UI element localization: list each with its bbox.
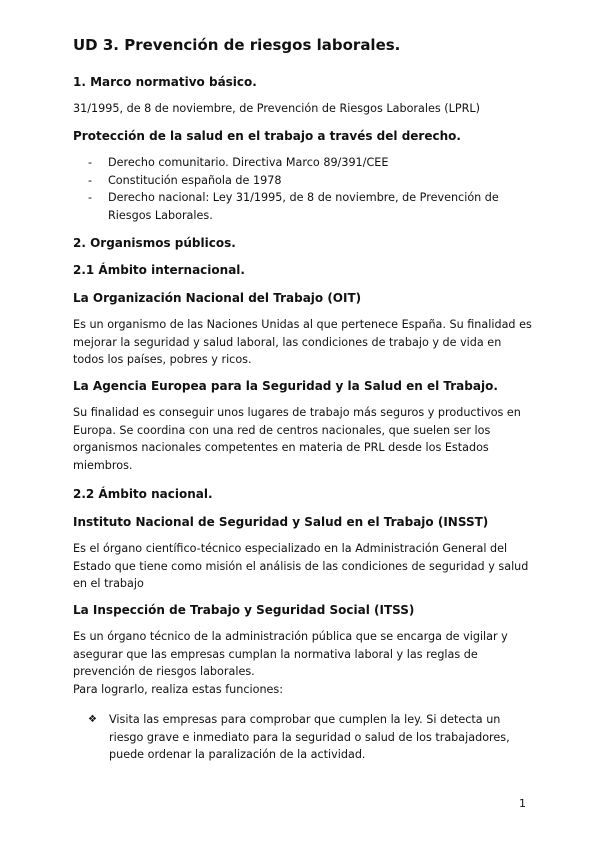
functions-list	[88, 711, 528, 764]
diamond-bullet-icon: ❖	[88, 714, 97, 725]
protection-heading: Protección de la salud en el trabajo a través del derecho.	[73, 129, 461, 143]
insst-heading: Instituto Nacional de Seguridad y Salud en el Trabajo (INSST)	[73, 515, 489, 529]
section-2-heading: 2. Organismos públicos.	[73, 236, 236, 250]
dash-marker: -	[88, 156, 93, 169]
dash-marker: -	[88, 191, 93, 205]
international-heading: 2.1 Ámbito internacional.	[73, 263, 245, 277]
section-1-heading: 1. Marco normativo básico.	[73, 75, 257, 89]
list-item: - Derecho nacional: Ley 31/1995, de 8 de noviembre, de Prevención de Riesgos Laborales.	[88, 191, 499, 222]
law-reference: 31/1995, de 8 de noviembre, de Prevención de Riesgos Laborales (LPRL)	[73, 102, 480, 115]
list-item: - Derecho comunitario. Directiva Marco 89/391/CEE	[88, 154, 528, 172]
national-heading: 2.2 Ámbito nacional.	[73, 487, 213, 501]
list-item: - Constitución española de 1978	[88, 172, 528, 190]
oit-paragraph: Es un organismo de las Naciones Unidas al que pertenece España. Su finalidad es mejorar la seguridad y salud laboral, las condiciones de trabajo y de vida en todos los países, pobres y ricos.	[73, 318, 532, 367]
itss-heading: La Inspección de Trabajo y Seguridad Social (ITSS)	[73, 603, 415, 617]
page-number: 1	[519, 797, 526, 810]
list-item: ❖ Visita las empresas para comprobar que cumplen la ley. Si detecta un riesgo grave e inmediato para la seguridad o salud de los trabajadores, puede ordenar la paralización de la actividad.	[88, 713, 510, 762]
agencia-paragraph: Su finalidad es conseguir unos lugares de trabajo más seguros y productivos en Europa. Se coordina con una red de centros nacionales, que suelen ser los organismos nacionales competentes en materia de PRL desde los Estados miembros.	[73, 406, 521, 472]
insst-paragraph: Es el órgano científico-técnico especializado en la Administración General del Estado que tiene como misión el análisis de las condiciones de seguridad y salud en el trabajo	[73, 542, 529, 591]
page-title: UD 3. Prevención de riesgos laborales.	[73, 36, 401, 54]
normative-list	[88, 154, 528, 224]
itss-intro: Para lograrlo, realiza estas funciones:	[73, 683, 284, 696]
oit-heading: La Organización Nacional del Trabajo (OIT)	[73, 291, 362, 305]
dash-marker: -	[88, 173, 93, 187]
itss-paragraph: Es un órgano técnico de la administración pública que se encarga de vigilar y asegurar que las empresas cumplan la normativa laboral y las reglas de prevención de riesgos laborales.	[73, 630, 508, 679]
agencia-heading: La Agencia Europea para la Seguridad y la Salud en el Trabajo.	[73, 379, 498, 393]
